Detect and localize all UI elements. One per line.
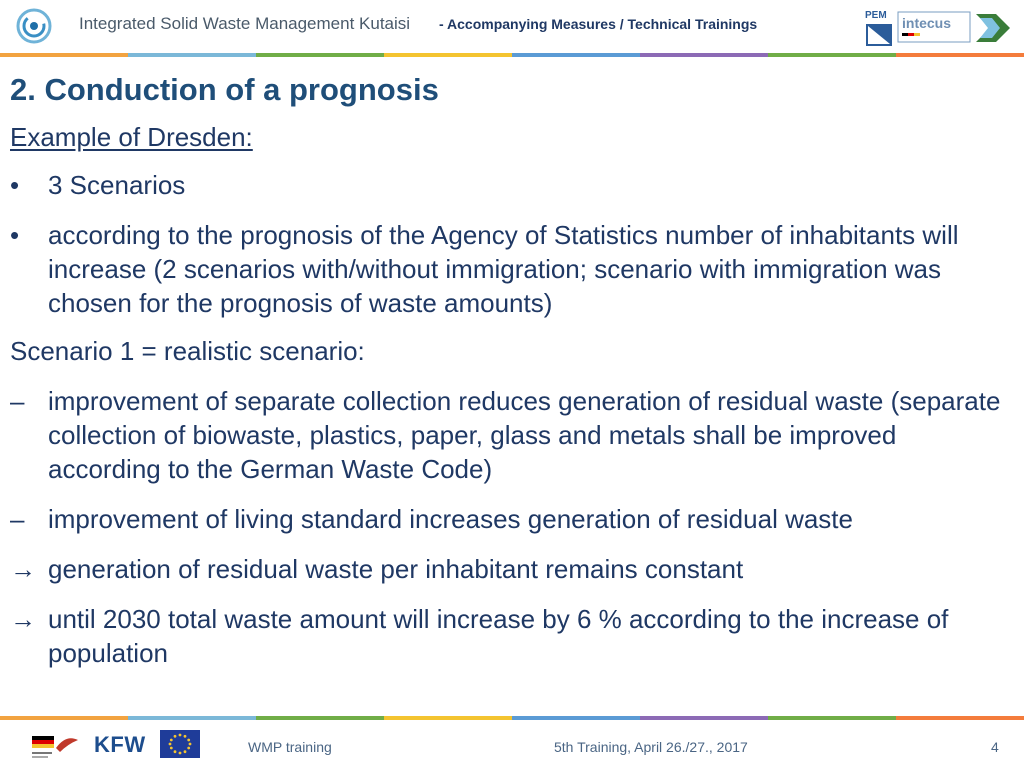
- slide-footer: [0, 720, 1024, 768]
- list-item-text: until 2030 total waste amount will increase by 6 % according to the increase of population: [48, 604, 949, 668]
- project-logo-icon: [16, 8, 52, 44]
- german-cooperation-logo-icon: [30, 730, 80, 762]
- partner-logos-icon: [862, 6, 1014, 48]
- list-item-text: 3 Scenarios: [48, 170, 186, 200]
- list-item: [10, 168, 1014, 202]
- list-item-text: improvement of separate collection reduces generation of residual waste (separate collection of biowaste, plastics, paper, glass and metals shall be improved according to the German Waste Code): [48, 386, 1001, 484]
- slide-title: 2. Conduction of a prognosis: [10, 72, 439, 107]
- list-item: [10, 502, 1014, 536]
- list-item-text: improvement of living standard increases generation of residual waste: [48, 504, 853, 534]
- list-item: [10, 218, 1014, 320]
- list-item: [10, 384, 1014, 486]
- header-breadcrumb: - Accompanying Measures / Technical Trainings: [439, 16, 758, 32]
- header-color-stripe: [0, 53, 1024, 57]
- footer-date-text: 5th Training, April 26./27., 2017: [554, 739, 748, 755]
- kfw-logo: KFW: [94, 732, 146, 757]
- arrow-right-icon: →: [10, 604, 36, 634]
- slide-body: [10, 70, 1014, 670]
- header-title: Integrated Solid Waste Management Kutaisi: [79, 14, 411, 33]
- svg-text:intecus: intecus: [902, 15, 952, 31]
- footer-left-text: WMP training: [248, 739, 332, 755]
- scenario-heading: Scenario 1 = realistic scenario:: [10, 336, 365, 366]
- list-item-text: generation of residual waste per inhabitant remains constant: [48, 554, 744, 584]
- arrow-right-icon: →: [10, 554, 36, 584]
- svg-text:PEM: PEM: [865, 10, 887, 21]
- dash-marker: –: [10, 504, 25, 534]
- eu-flag-icon: [160, 730, 200, 758]
- list-item: [10, 602, 1014, 670]
- example-heading: Example of Dresden:: [10, 122, 253, 152]
- bullet-marker: •: [10, 170, 20, 200]
- slide-header: [0, 0, 1024, 56]
- bullet-marker: •: [10, 220, 20, 250]
- dash-marker: –: [10, 386, 25, 416]
- page-number: 4: [991, 739, 999, 755]
- list-item: [10, 552, 1014, 586]
- list-item-text: according to the prognosis of the Agency of Statistics number of inhabitants will increase (2 scenarios with/without immigration; scenario with immigration was chosen for the prognosis of waste amounts): [48, 220, 959, 318]
